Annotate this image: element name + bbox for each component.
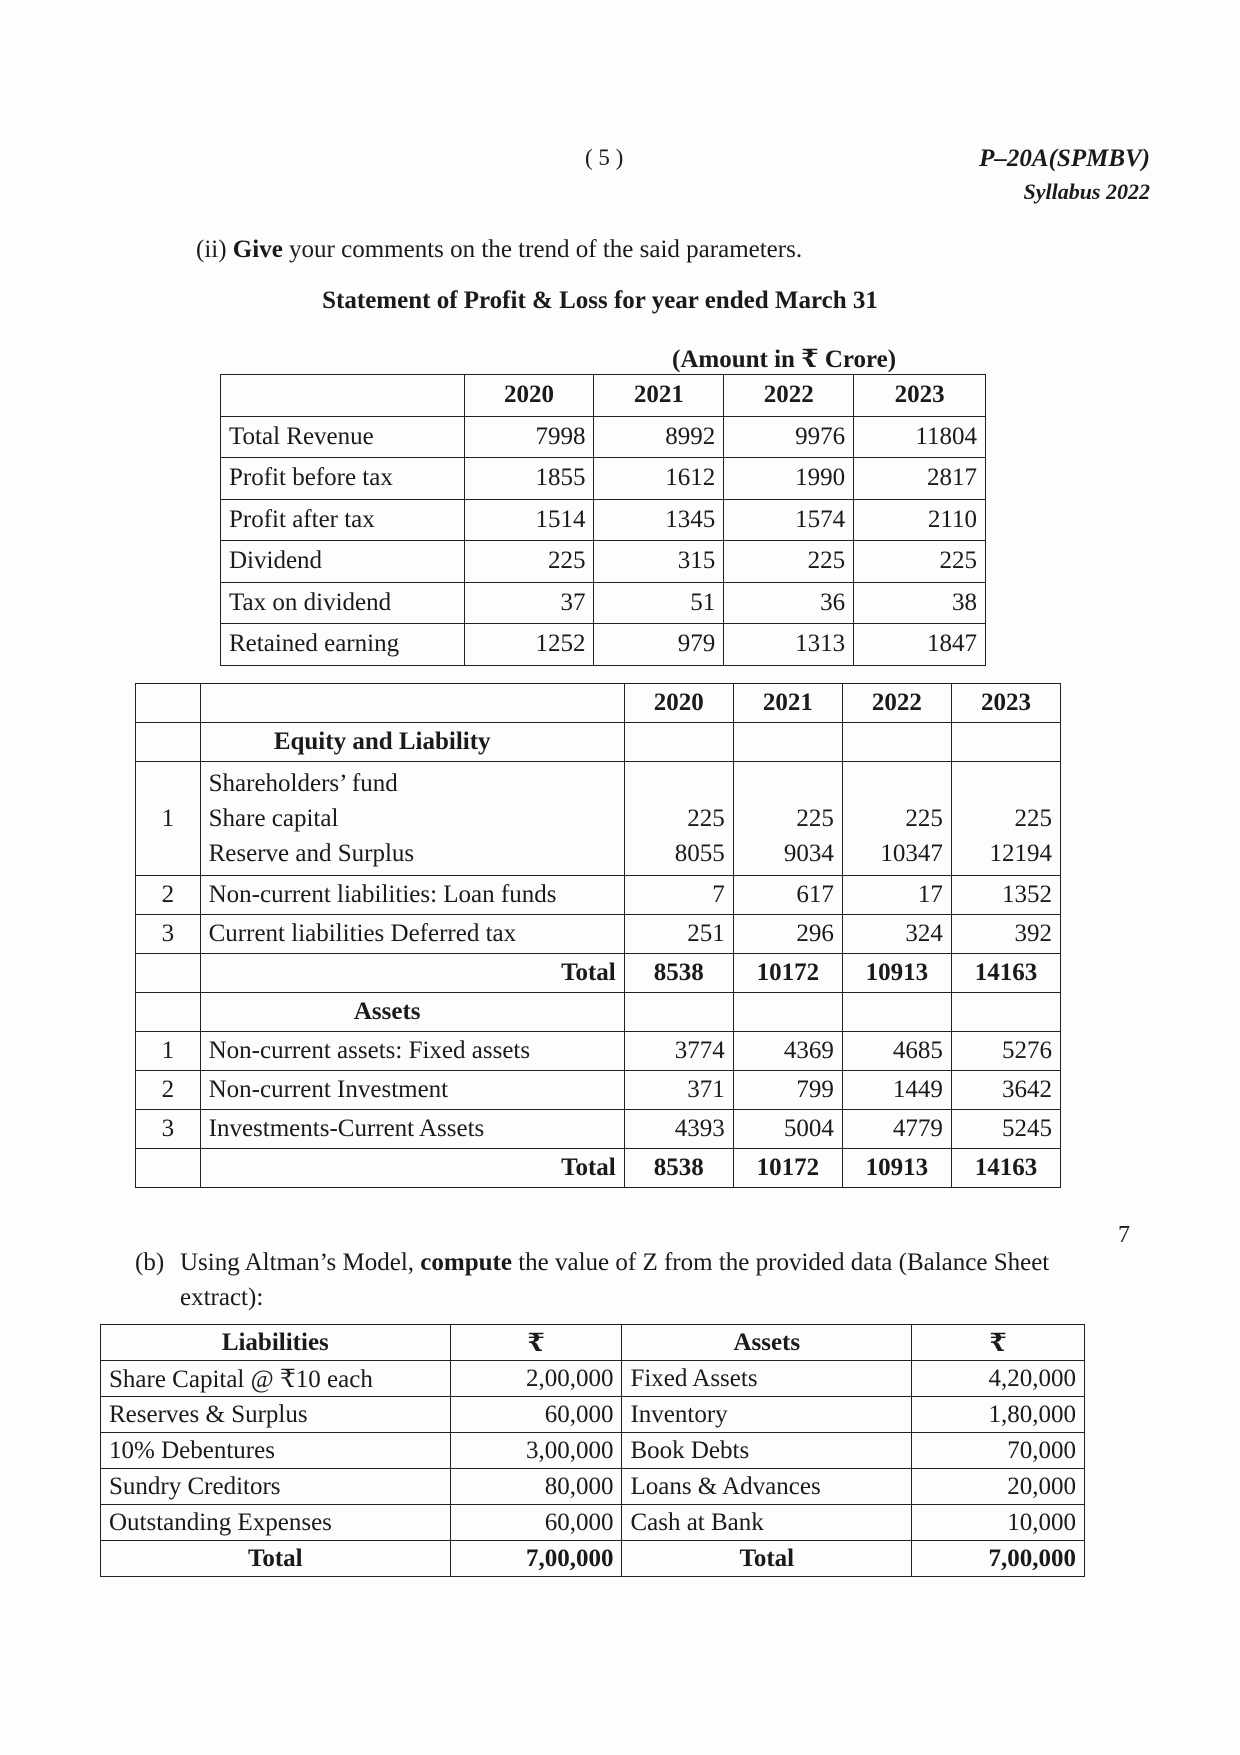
blank-cell <box>136 1149 201 1188</box>
cell-value: 5276 <box>951 1032 1060 1071</box>
profit-loss-title: Statement of Profit & Loss for year ended March 31 <box>322 287 878 314</box>
cell-value: 1847 <box>854 624 986 666</box>
cell-value: 1612 <box>594 458 724 500</box>
cell-value: 1990 <box>724 458 854 500</box>
table-header-row <box>101 1325 1085 1361</box>
liability-amount: 3,00,000 <box>450 1433 622 1469</box>
blank-cell <box>733 993 842 1032</box>
liability-label: Sundry Creditors <box>101 1469 451 1505</box>
cell-value: 324 <box>842 915 951 954</box>
cell-value-pair <box>624 762 733 876</box>
cell-value: 979 <box>594 624 724 666</box>
asset-amount: 20,000 <box>912 1469 1085 1505</box>
row-number: 1 <box>136 1032 201 1071</box>
altman-balance-sheet-table <box>100 1324 1085 1577</box>
year-header: 2020 <box>464 375 594 417</box>
asset-amount: 1,80,000 <box>912 1397 1085 1433</box>
blank-cell <box>136 993 201 1032</box>
table-row <box>221 541 986 583</box>
cell-value: 225 <box>687 805 725 832</box>
total-value: 10172 <box>733 954 842 993</box>
marks-label: 7 <box>1118 1222 1130 1248</box>
row-label: Investments-Current Assets <box>200 1110 624 1149</box>
cell-value: 1352 <box>951 876 1060 915</box>
asset-label: Book Debts <box>622 1433 912 1469</box>
blank-cell <box>842 993 951 1032</box>
cell-value: 8992 <box>594 416 724 458</box>
paper-code-block <box>979 145 1150 205</box>
total-row <box>101 1541 1085 1577</box>
liability-label: Share Capital @ ₹10 each <box>101 1361 451 1397</box>
asset-amount: 70,000 <box>912 1433 1085 1469</box>
row-label: Retained earning <box>221 624 465 666</box>
cell-value: 225 <box>905 805 943 832</box>
cell-value: 225 <box>464 541 594 583</box>
cell-value-pair <box>951 762 1060 876</box>
row-label: Current liabilities Deferred tax <box>200 915 624 954</box>
header-blank <box>221 375 465 417</box>
cell-value: 9976 <box>724 416 854 458</box>
row-label: Share capital <box>208 805 339 832</box>
cell-value: 1449 <box>842 1071 951 1110</box>
cell-value: 4685 <box>842 1032 951 1071</box>
table-row <box>221 416 986 458</box>
blank-cell <box>136 723 201 762</box>
asset-label: Inventory <box>622 1397 912 1433</box>
blank-cell <box>136 954 201 993</box>
balance-sheet-table <box>135 683 1061 1188</box>
row-label: Non-current liabilities: Loan funds <box>200 876 624 915</box>
total-value: 7,00,000 <box>912 1541 1085 1577</box>
table-row <box>136 1032 1061 1071</box>
cell-value: 251 <box>624 915 733 954</box>
cell-value: 1252 <box>464 624 594 666</box>
liability-amount: 60,000 <box>450 1397 622 1433</box>
cell-value: 371 <box>624 1071 733 1110</box>
cell-value: 4393 <box>624 1110 733 1149</box>
total-label: Total <box>200 954 624 993</box>
row-number: 2 <box>136 876 201 915</box>
year-header: 2021 <box>733 684 842 723</box>
cell-value: 37 <box>464 582 594 624</box>
cell-value: 4779 <box>842 1110 951 1149</box>
row-label: Reserve and Surplus <box>208 840 415 867</box>
cell-value: 2110 <box>854 499 986 541</box>
year-header: 2023 <box>951 684 1060 723</box>
table-row <box>221 499 986 541</box>
question-b-text <box>135 1245 1135 1315</box>
year-header: 2022 <box>724 375 854 417</box>
cell-value: 3642 <box>951 1071 1060 1110</box>
liability-label: 10% Debentures <box>101 1433 451 1469</box>
year-header: 2022 <box>842 684 951 723</box>
total-label: Total <box>622 1541 912 1577</box>
row-label: Dividend <box>221 541 465 583</box>
cell-value: 7 <box>624 876 733 915</box>
blank-cell <box>624 723 733 762</box>
question-b-label: (b) <box>135 1249 165 1276</box>
liability-amount: 80,000 <box>450 1469 622 1505</box>
cell-value: 5004 <box>733 1110 842 1149</box>
row-label: Non-current Investment <box>200 1071 624 1110</box>
section-heading-row <box>136 723 1061 762</box>
paper-code: P–20A(SPMBV) <box>979 145 1150 172</box>
blank-cell <box>733 723 842 762</box>
blank-cell <box>951 723 1060 762</box>
header-blank <box>200 684 624 723</box>
question-b-text-post: the value of Z from the provided data (Balance Sheet extract): <box>180 1249 1050 1311</box>
question-b <box>135 1245 1135 1315</box>
year-header: 2021 <box>594 375 724 417</box>
table-header-row <box>136 684 1061 723</box>
total-row <box>136 1149 1061 1188</box>
cell-value: 51 <box>594 582 724 624</box>
total-label: Total <box>200 1149 624 1188</box>
row-label: Profit after tax <box>221 499 465 541</box>
cell-value: 799 <box>733 1071 842 1110</box>
table-row <box>221 624 986 666</box>
row-number: 3 <box>136 1110 201 1149</box>
shareholders-fund-cell <box>200 762 624 876</box>
question-ii-label: (ii) <box>196 236 227 263</box>
asset-label: Cash at Bank <box>622 1505 912 1541</box>
section-heading-row <box>136 993 1061 1032</box>
cell-value: 5245 <box>951 1110 1060 1149</box>
blank-cell <box>624 993 733 1032</box>
table-row <box>136 876 1061 915</box>
row-number: 3 <box>136 915 201 954</box>
question-ii <box>196 236 802 264</box>
liabilities-header: Liabilities <box>101 1325 451 1361</box>
row-label: Profit before tax <box>221 458 465 500</box>
equity-liability-heading: Equity and Liability <box>200 723 624 762</box>
table-row <box>101 1469 1085 1505</box>
table-row <box>101 1433 1085 1469</box>
cell-value: 7998 <box>464 416 594 458</box>
row-label: Shareholders’ fund <box>208 770 398 797</box>
year-header: 2023 <box>854 375 986 417</box>
blank-cell <box>842 723 951 762</box>
assets-header: Assets <box>622 1325 912 1361</box>
cell-value: 10347 <box>880 840 943 867</box>
cell-value: 225 <box>854 541 986 583</box>
total-value: 8538 <box>624 954 733 993</box>
liability-amount: 2,00,000 <box>450 1361 622 1397</box>
table-row <box>101 1505 1085 1541</box>
table-row <box>136 1071 1061 1110</box>
table-row <box>136 1110 1061 1149</box>
cell-value: 225 <box>724 541 854 583</box>
rupee-header: ₹ <box>912 1325 1085 1361</box>
total-value: 8538 <box>624 1149 733 1188</box>
cell-value: 36 <box>724 582 854 624</box>
cell-value-pair <box>842 762 951 876</box>
total-row <box>136 954 1061 993</box>
asset-amount: 4,20,000 <box>912 1361 1085 1397</box>
cell-value: 8055 <box>674 840 725 867</box>
total-value: 14163 <box>951 954 1060 993</box>
asset-label: Loans & Advances <box>622 1469 912 1505</box>
cell-value: 12194 <box>989 840 1052 867</box>
rupee-header: ₹ <box>450 1325 622 1361</box>
row-number: 2 <box>136 1071 201 1110</box>
cell-value: 11804 <box>854 416 986 458</box>
cell-value: 9034 <box>783 840 834 867</box>
total-label: Total <box>101 1541 451 1577</box>
cell-value: 315 <box>594 541 724 583</box>
row-label: Non-current assets: Fixed assets <box>200 1032 624 1071</box>
table-row <box>101 1397 1085 1433</box>
cell-value: 225 <box>1014 805 1052 832</box>
liability-label: Outstanding Expenses <box>101 1505 451 1541</box>
header-blank <box>136 684 201 723</box>
cell-value: 3774 <box>624 1032 733 1071</box>
cell-value: 38 <box>854 582 986 624</box>
syllabus-label: Syllabus 2022 <box>1023 179 1150 204</box>
cell-value: 2817 <box>854 458 986 500</box>
table-row <box>221 458 986 500</box>
assets-heading: Assets <box>200 993 624 1032</box>
row-number: 1 <box>136 762 201 876</box>
question-ii-keyword: Give <box>232 236 283 263</box>
table-row <box>101 1361 1085 1397</box>
row-label: Tax on dividend <box>221 582 465 624</box>
question-b-text-pre: Using Altman’s Model, <box>180 1249 421 1276</box>
cell-value: 4369 <box>733 1032 842 1071</box>
total-value: 14163 <box>951 1149 1060 1188</box>
asset-amount: 10,000 <box>912 1505 1085 1541</box>
table-row <box>136 915 1061 954</box>
table-header-row <box>221 375 986 417</box>
row-label: Total Revenue <box>221 416 465 458</box>
liability-label: Reserves & Surplus <box>101 1397 451 1433</box>
profit-loss-table <box>220 374 986 666</box>
question-ii-text: your comments on the trend of the said parameters. <box>282 236 803 263</box>
page-number: ( 5 ) <box>585 145 624 170</box>
cell-value: 225 <box>796 805 834 832</box>
cell-value: 1855 <box>464 458 594 500</box>
year-header: 2020 <box>624 684 733 723</box>
blank-cell <box>951 993 1060 1032</box>
cell-value: 1345 <box>594 499 724 541</box>
cell-value-pair <box>733 762 842 876</box>
cell-value: 1514 <box>464 499 594 541</box>
total-value: 10913 <box>842 954 951 993</box>
cell-value: 296 <box>733 915 842 954</box>
asset-label: Fixed Assets <box>622 1361 912 1397</box>
total-value: 10913 <box>842 1149 951 1188</box>
cell-value: 1313 <box>724 624 854 666</box>
question-b-keyword: compute <box>420 1249 512 1276</box>
total-value: 7,00,000 <box>450 1541 622 1577</box>
table-row <box>136 762 1061 876</box>
amount-unit: (Amount in ₹ Crore) <box>672 346 897 373</box>
table-row <box>221 582 986 624</box>
liability-amount: 60,000 <box>450 1505 622 1541</box>
cell-value: 392 <box>951 915 1060 954</box>
cell-value: 17 <box>842 876 951 915</box>
total-value: 10172 <box>733 1149 842 1188</box>
cell-value: 1574 <box>724 499 854 541</box>
cell-value: 617 <box>733 876 842 915</box>
